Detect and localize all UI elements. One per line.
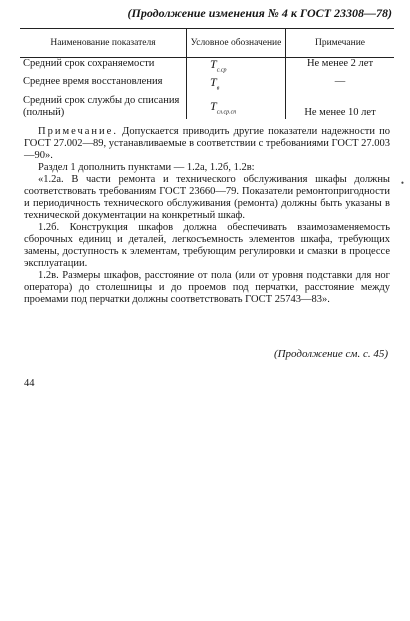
row-symbol: $T_{с.ср}$	[187, 58, 286, 77]
row-note: Не менее 10 лет	[286, 95, 395, 119]
row-name: Средний срок сохраняемости	[23, 58, 155, 69]
table-row	[20, 58, 394, 77]
scan-speck: •	[400, 178, 404, 188]
row-name: Средний срок службы до списания (полный)	[23, 94, 180, 118]
note-label: Примечание.	[38, 126, 118, 137]
body-text	[24, 126, 390, 306]
header-note: Примечание	[286, 29, 395, 58]
header-indicator-name: Наименование показателя	[20, 29, 187, 58]
row-symbol: $T_{сл.ср.сп}$	[187, 95, 286, 119]
page-number: 44	[24, 378, 35, 389]
paragraph-1-2b: 1.2б. Конструкция шкафов должна обеспечивать взаимозаменяемость сборочных единиц и деталей, легкосъемность элементов шкафа, требующих замены, доступность к элементам, требующим регулировки и смазки в процессе эксплуатации.	[24, 222, 390, 269]
note-paragraph	[24, 126, 390, 162]
table-row	[20, 95, 394, 119]
row-symbol: $T_в$	[187, 76, 286, 94]
header-continuation-note: (Продолжение изменения № 4 к ГОСТ 23308—78)	[127, 6, 392, 20]
header-symbol: Условное обозначение	[187, 29, 286, 58]
paragraph-1-2v: 1.2в. Размеры шкафов, расстояние от пола (или от уровня подставки для ног оператора) до столешницы и до проемов под перчатки, расстояние между проемами под перчатки должны соответствовать ГОСТ 25743—83».	[24, 270, 390, 305]
footer-continuation-note: (Продолжение см. с. 45)	[273, 348, 388, 360]
table-header-row	[20, 29, 394, 58]
row-note: —	[286, 76, 395, 94]
row-note: Не менее 2 лет	[286, 58, 395, 77]
row-name: Среднее время восстановления	[23, 76, 163, 88]
table-row	[20, 76, 394, 94]
note-text: Допускается приводить другие показатели надежности по ГОСТ 27.002—89, устанавливаемые в соответствии с требованиями ГОСТ 27.003—90».	[24, 126, 390, 161]
paragraph-1-2a: «1.2а. В части ремонта и технического обслуживания шкафы должны соответствовать требованиям ГОСТ 23660—79. Показатели ремонтопригодности и периодичность технического обслуживания (ремонта) должны быть указаны в технической документации на конкретный шкаф.	[24, 174, 390, 221]
reliability-table	[20, 28, 394, 119]
paragraph-section-add: Раздел 1 дополнить пунктами — 1.2а, 1.2б, 1.2в:	[38, 162, 255, 173]
